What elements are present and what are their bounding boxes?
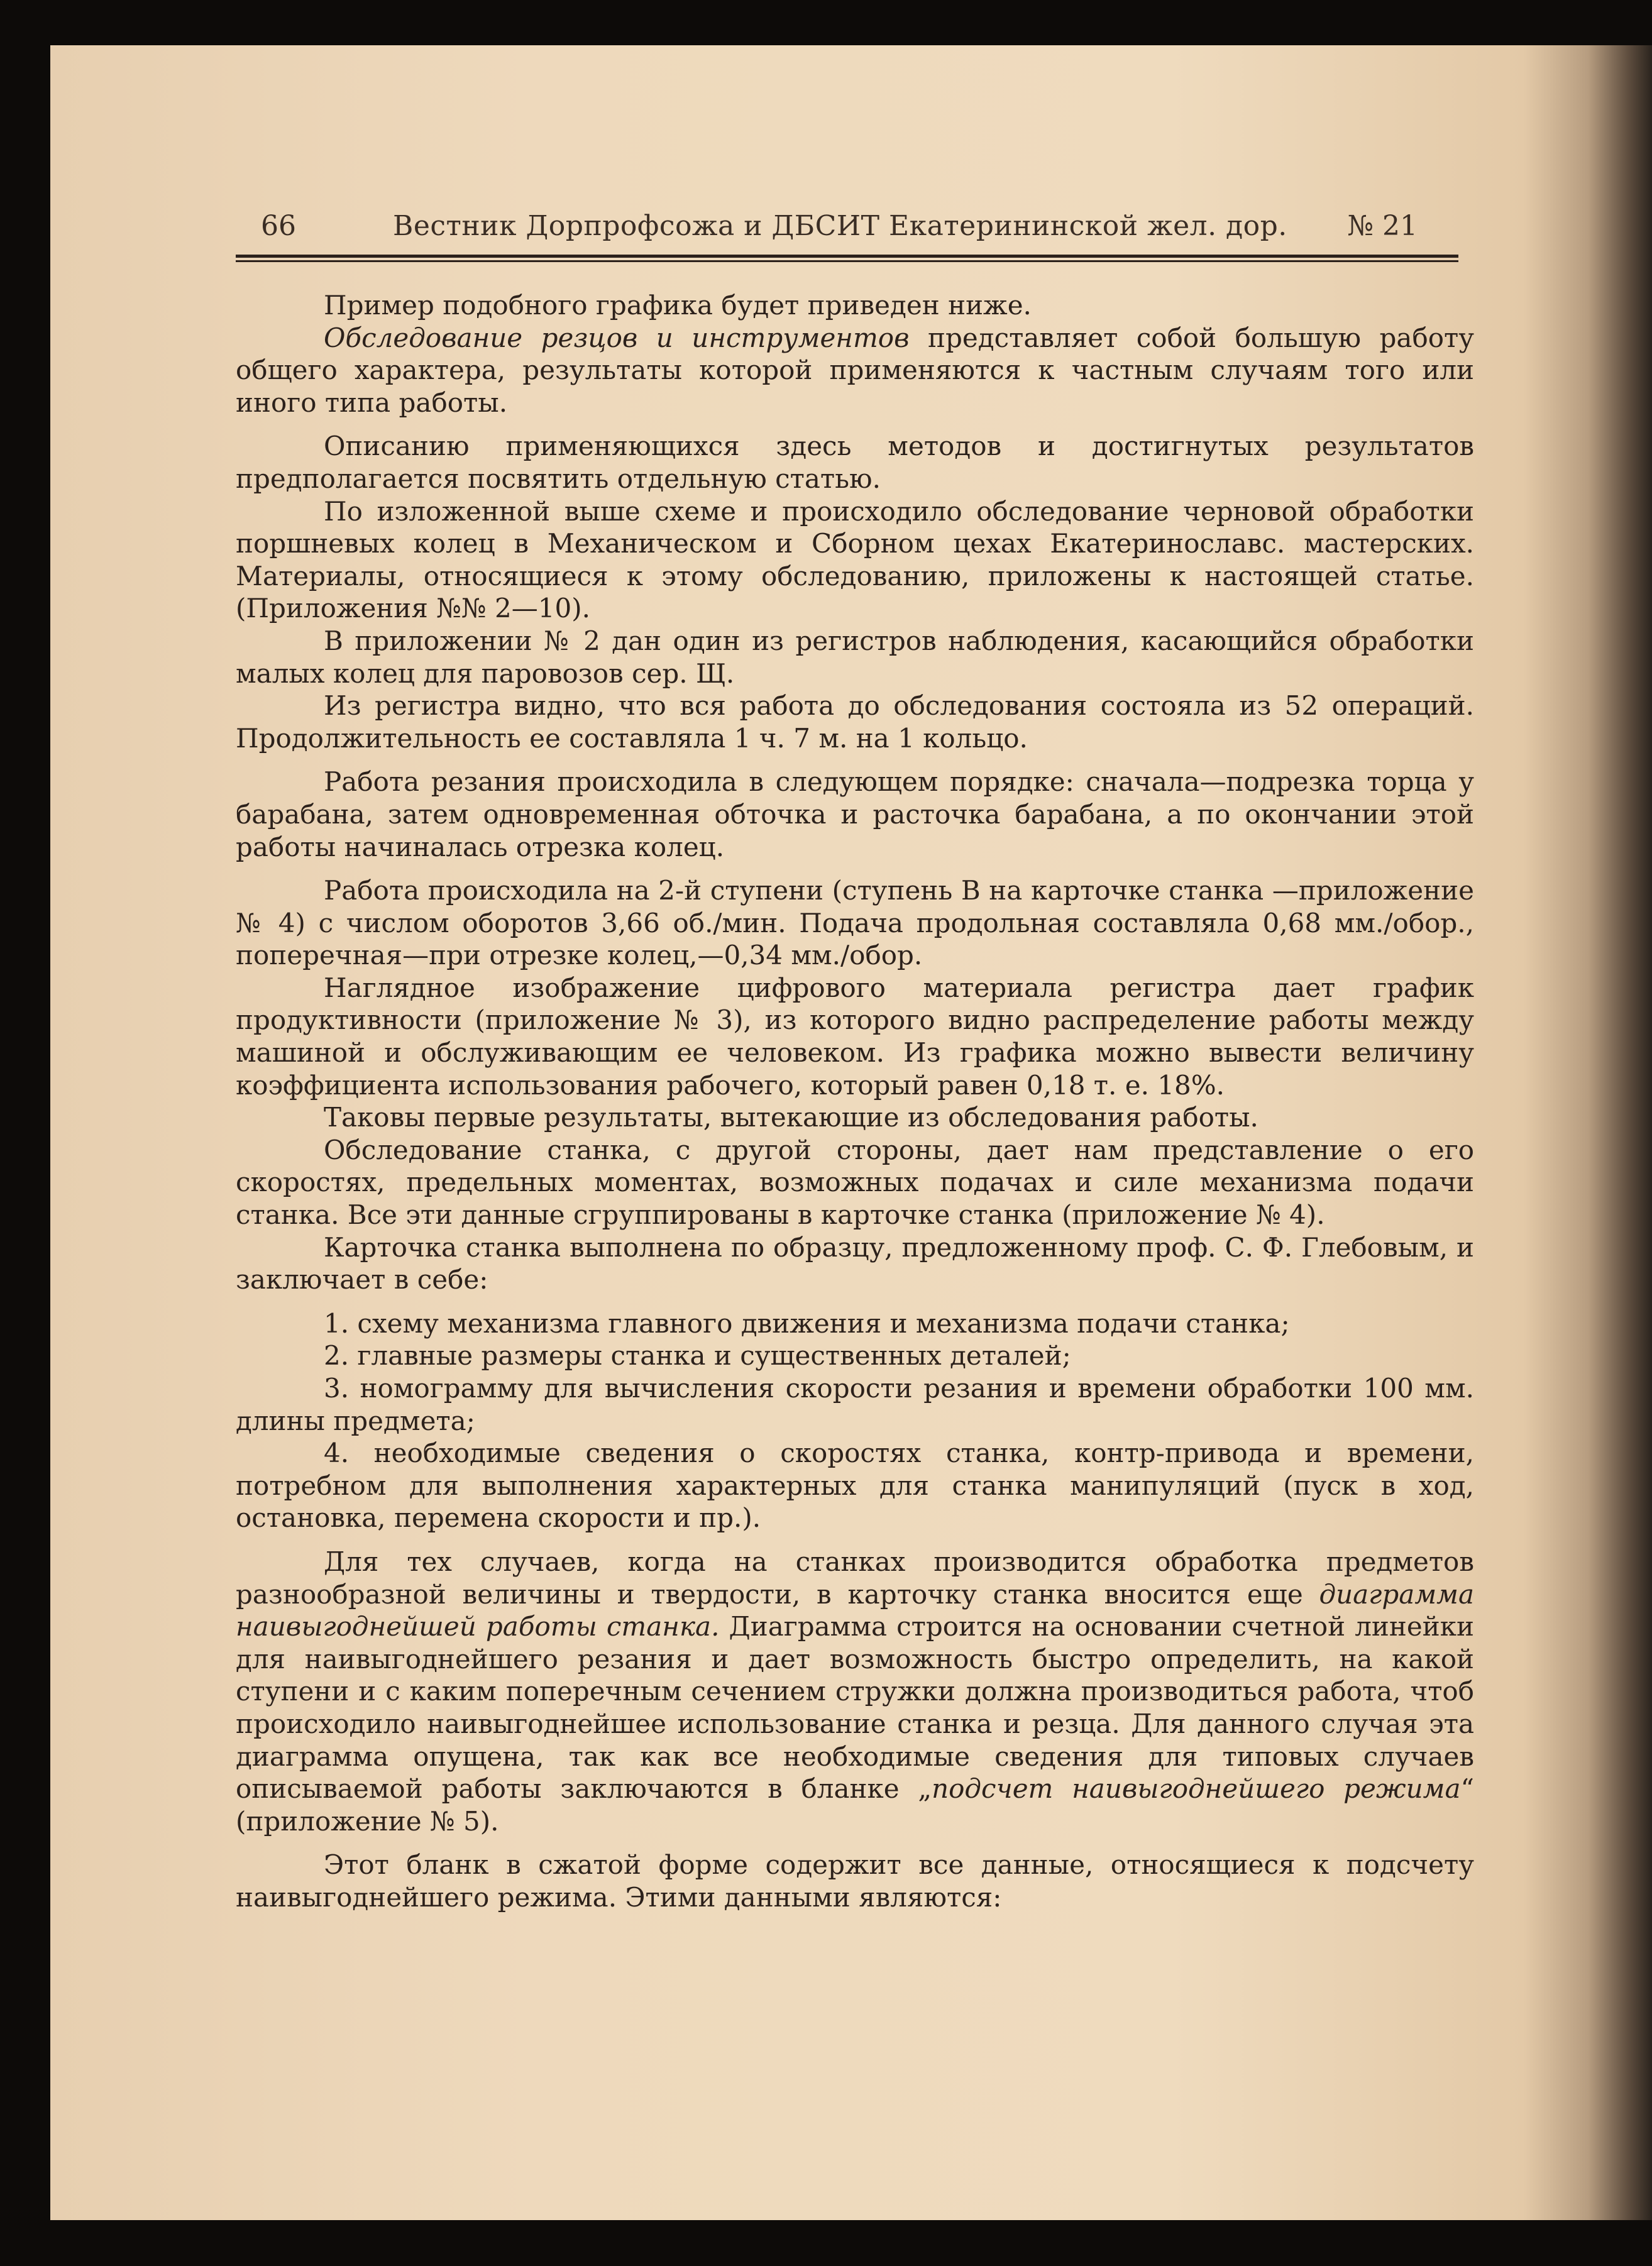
- list-item-1: 1. схему механизма главного движения и механизма подачи станка;: [324, 1307, 1290, 1339]
- paragraph-tools: Обследование резцов и инструментов представляет собой большую работу общего характера, результаты которой применяются к частным случаям того или иного типа работы.: [236, 322, 1474, 418]
- emphasis-tools: Обследование резцов и инструментов: [324, 322, 910, 353]
- article-body: [236, 289, 1474, 1914]
- running-header: [236, 201, 1474, 251]
- paragraph-scheme: По изложенной выше схеме и происходило обследование черновой обработки поршневых колец в Механическом и Сборном цехах Екатеринославс. мастерских. Материалы, относящиеся к этому обследованию, приложены к настоящей статье. (Приложения №№ 2—10).: [236, 495, 1474, 624]
- paragraph-stage: Работа происходила на 2-й ступени (ступень В на карточке станка —приложение № 4) с числом оборотов 3,66 об./мин. Подача продольная составляла 0,68 мм./обор., поперечная—при отрезке колец,—0,34 мм./обор.: [236, 875, 1474, 971]
- emphasis-form-name: подсчет наивыгоднейшего режима: [932, 1773, 1461, 1805]
- issue-number: № 21: [1347, 210, 1418, 242]
- paragraph-graph: Наглядное изображение цифрового материала регистра дает график продуктивности (приложение № 3), из которого видно распределение работы между машиной и обслуживающим ее человеком. Из графика можно вывести величину коэффициента использования рабочего, который равен 0,18 т. е. 18%.: [236, 972, 1474, 1101]
- paragraph-cutting-order: Работа резания происходила в следующем порядке: сначала—подрезка торца у барабана, затем одновременная обточка и расточка барабана, а по окончании этой работы начиналась отрезка колец.: [236, 766, 1474, 862]
- paragraph-example: Пример подобного графика будет приведен ниже.: [324, 290, 1032, 321]
- emphasis-diagram: диаграмма наивыгоднейшей работы станка.: [236, 1578, 1474, 1642]
- page-number: 66: [261, 210, 296, 242]
- list-item-2: 2. главные размеры станка и существенных деталей;: [324, 1340, 1071, 1372]
- paragraph-register: Из регистра видно, что вся работа до обследования состояла из 52 операций. Продолжительность ее составляла 1 ч. 7 м. на 1 кольцо.: [236, 690, 1474, 754]
- paragraph-card: Карточка станка выполнена по образцу, предложенному проф. С. Ф. Глебовым, и заключает в себе:: [236, 1231, 1474, 1295]
- paragraph-methods: Описанию применяющихся здесь методов и достигнутых результатов предполагается посвятить отдельную статью.: [236, 431, 1474, 494]
- header-rule-thick: [236, 255, 1458, 258]
- list-item-4: 4. необходимые сведения о скоростях станка, контр-привода и времени, потребном для выполнения характерных для станка манипуляций (пуск в ход, остановка, перемена скорости и пр.).: [236, 1438, 1474, 1534]
- paragraph-form: Этот бланк в сжатой форме содержит все данные, относящиеся к подсчету наивыгоднейшего режима. Этими данными являются:: [236, 1849, 1474, 1913]
- paragraph-appendix-2: В приложении № 2 дан один из регистров наблюдения, касающийся обработки малых колец для паровозов сер. Щ.: [236, 625, 1474, 689]
- journal-title: Вестник Дорпрофсожа и ДБСИТ Екатерининской жел. дор.: [393, 210, 1287, 242]
- paragraph-first-results: Таковы первые результаты, вытекающие из обследования работы.: [324, 1102, 1258, 1133]
- journal-page: [236, 201, 1474, 2087]
- paragraph-diagram: Для тех случаев, когда на станках производится обработка предметов разнообразной величины и твердости, в карточку станка вносится еще диаграмма наивыгоднейшей работы станка. Диаграмма строится на основании счетной линейки для наивыгоднейшего резания и дает возможность быстро определить, на какой ступени и с каким поперечным сечением стружки должна производиться работа, чтоб происходило наивыгоднейшее использование станка и резца. Для данного случая эта диаграмма опущена, так как все необходимые сведения для типовых случаев описываемой работы заключаются в бланке „подсчет наивыгоднейшего режима“ (приложение № 5).: [236, 1546, 1474, 1837]
- header-rule-thin: [236, 260, 1458, 262]
- list-item-3: 3. номограмму для вычисления скорости резания и времени обработки 100 мм. длины предмета;: [236, 1373, 1474, 1436]
- paragraph-machine-survey: Обследование станка, с другой стороны, дает нам представление о его скоростях, предельных моментах, возможных подачах и силе механизма подачи станка. Все эти данные сгруппированы в карточке станка (приложение № 4).: [236, 1134, 1474, 1231]
